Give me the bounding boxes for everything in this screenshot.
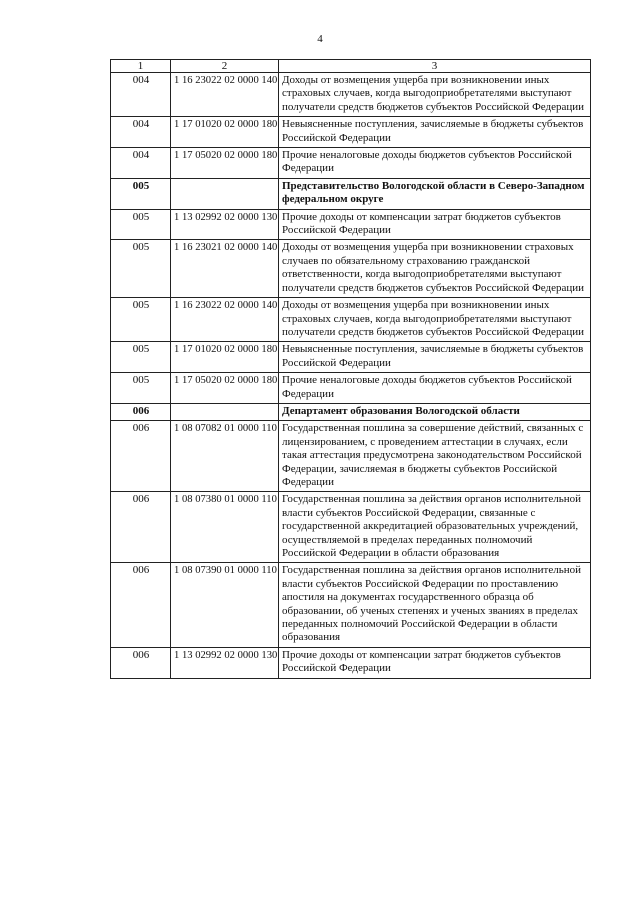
revenue-name-cell: Доходы от возмещения ущерба при возникновении страховых случаев по обязательному страхованию гражданской ответственности, когда выгодоприобретателями выступают получатели средств бюджетов субъектов Российской Федерации xyxy=(279,240,591,298)
revenue-code-cell: 1 17 01020 02 0000 180 xyxy=(171,342,279,373)
table-row xyxy=(111,117,591,148)
revenue-code-cell: 1 17 01020 02 0000 180 xyxy=(171,117,279,148)
revenue-code-cell xyxy=(171,178,279,209)
revenue-name-cell: Невыясненные поступления, зачисляемые в бюджеты субъектов Российской Федерации xyxy=(279,117,591,148)
admin-code-cell: 006 xyxy=(111,492,171,563)
revenue-code-cell: 1 17 05020 02 0000 180 xyxy=(171,373,279,404)
revenue-name-cell: Невыясненные поступления, зачисляемые в бюджеты субъектов Российской Федерации xyxy=(279,342,591,373)
table-row xyxy=(111,73,591,117)
revenue-name-cell: Прочие неналоговые доходы бюджетов субъектов Российской Федерации xyxy=(279,148,591,179)
revenue-code-cell: 1 17 05020 02 0000 180 xyxy=(171,148,279,179)
revenue-name-cell: Государственная пошлина за совершение действий, связанных с лицензированием, с проведением аттестации в случаях, если такая аттестация предусмотрена законодательством Российской Федерации, зачисляемая в бюджеты субъектов Российской Федерации xyxy=(279,421,591,492)
revenue-code-cell: 1 08 07390 01 0000 110 xyxy=(171,563,279,647)
revenue-code-cell xyxy=(171,403,279,420)
column-number-row xyxy=(111,60,591,73)
admin-code-cell: 005 xyxy=(111,178,171,209)
table-section-row xyxy=(111,403,591,420)
revenue-name-cell: Государственная пошлина за действия органов исполнительной власти субъектов Российской Федерации по проставлению апостиля на документах государственного образца об образовании, об ученых степенях и ученых званиях в пределах переданных полномочий Российской Федерации в области образования xyxy=(279,563,591,647)
admin-code-cell: 006 xyxy=(111,647,171,678)
admin-code-cell: 006 xyxy=(111,421,171,492)
revenue-name-cell: Доходы от возмещения ущерба при возникновении иных страховых случаев, когда выгодоприобретателями выступают получатели средств бюджетов субъектов Российской Федерации xyxy=(279,298,591,342)
admin-code-cell: 004 xyxy=(111,148,171,179)
admin-code-cell: 005 xyxy=(111,209,171,240)
admin-code-cell: 004 xyxy=(111,117,171,148)
column-number: 1 xyxy=(111,60,171,73)
column-number: 3 xyxy=(279,60,591,73)
admin-code-cell: 006 xyxy=(111,403,171,420)
admin-code-cell: 005 xyxy=(111,298,171,342)
revenue-code-cell: 1 13 02992 02 0000 130 xyxy=(171,647,279,678)
revenue-name-cell: Прочие неналоговые доходы бюджетов субъектов Российской Федерации xyxy=(279,373,591,404)
column-number: 2 xyxy=(171,60,279,73)
revenue-name-cell: Прочие доходы от компенсации затрат бюджетов субъектов Российской Федерации xyxy=(279,209,591,240)
table-row xyxy=(111,240,591,298)
revenue-code-cell: 1 16 23022 02 0000 140 xyxy=(171,298,279,342)
revenue-code-cell: 1 13 02992 02 0000 130 xyxy=(171,209,279,240)
table-row xyxy=(111,421,591,492)
table-row xyxy=(111,373,591,404)
revenue-name-cell: Прочие доходы от компенсации затрат бюджетов субъектов Российской Федерации xyxy=(279,647,591,678)
revenue-name-cell: Представительство Вологодской области в Северо-Западном федеральном округе xyxy=(279,178,591,209)
revenue-name-cell: Департамент образования Вологодской области xyxy=(279,403,591,420)
revenue-code-cell: 1 16 23021 02 0000 140 xyxy=(171,240,279,298)
table-body xyxy=(111,73,591,679)
admin-code-cell: 005 xyxy=(111,373,171,404)
table-row xyxy=(111,148,591,179)
table-section-row xyxy=(111,178,591,209)
revenue-code-cell: 1 08 07380 01 0000 110 xyxy=(171,492,279,563)
table-row xyxy=(111,209,591,240)
admin-code-cell: 005 xyxy=(111,240,171,298)
admin-code-cell: 006 xyxy=(111,563,171,647)
revenue-code-cell: 1 16 23022 02 0000 140 xyxy=(171,73,279,117)
page-number: 4 xyxy=(317,33,323,45)
revenue-code-table xyxy=(110,59,591,679)
table-row xyxy=(111,342,591,373)
table-row xyxy=(111,647,591,678)
table-row xyxy=(111,563,591,647)
admin-code-cell: 005 xyxy=(111,342,171,373)
revenue-name-cell: Государственная пошлина за действия органов исполнительной власти субъектов Российской Федерации, связанные с государственной аккредитацией образовательных учреждений, осуществляемой в пределах переданных полномочий Российской Федерации в области образования xyxy=(279,492,591,563)
table-row xyxy=(111,298,591,342)
revenue-code-cell: 1 08 07082 01 0000 110 xyxy=(171,421,279,492)
admin-code-cell: 004 xyxy=(111,73,171,117)
revenue-name-cell: Доходы от возмещения ущерба при возникновении иных страховых случаев, когда выгодоприобретателями выступают получатели средств бюджетов субъектов Российской Федерации xyxy=(279,73,591,117)
table-row xyxy=(111,492,591,563)
